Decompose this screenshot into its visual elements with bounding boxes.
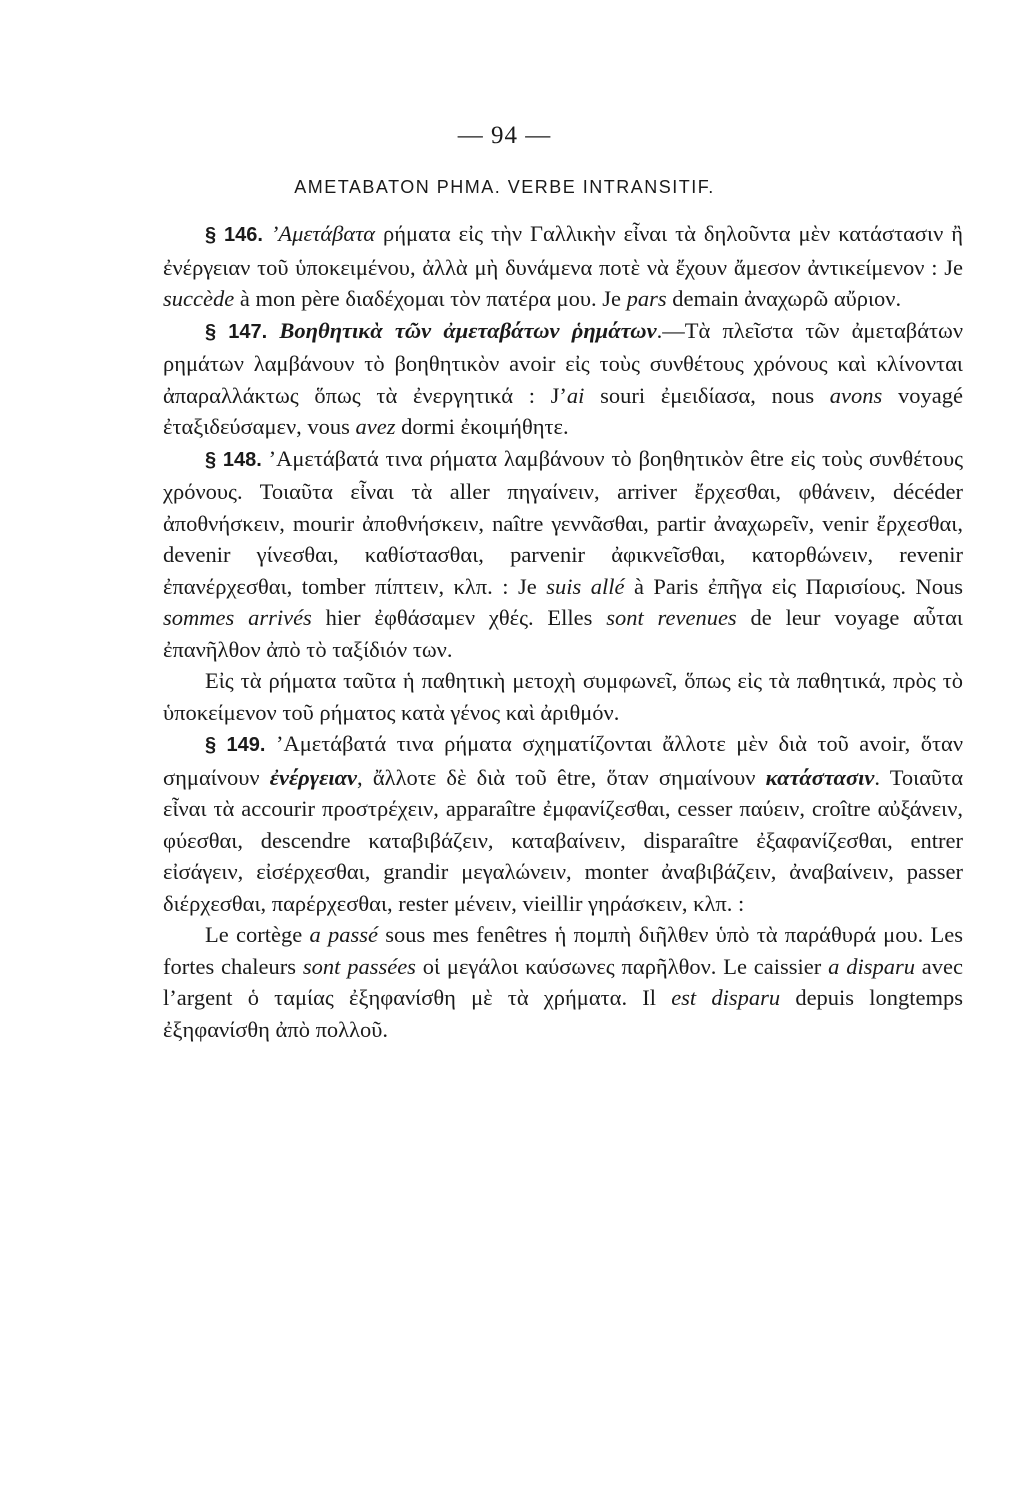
paragraph-146: § 146. ’Αμετάβατα ρήματα εἰς τὴν Γαλλικὴν εἶναι τὰ δηλοῦντα μὲν κατάστασιν ἢ ἐνέργειαν τοῦ ὑποκειμένου, ἀλλὰ μὴ δυνάμενα ποτὲ νὰ ἔχουν ἄμεσον ἀντικείμενον : Je succède à mon père διαδέχομαι τὸν πατέρα μου. Je pars demain ἀναχωρῶ αὔριον. — [163, 221, 963, 311]
emphasis-term: κατάστασιν — [765, 764, 875, 790]
section-number: § 146. — [205, 224, 263, 246]
section-number: § 147. — [205, 320, 268, 343]
example-verb: avez — [355, 414, 396, 439]
example-verb: sont passées — [302, 953, 416, 979]
example-verb: est disparu — [671, 985, 781, 1010]
section-title: Βοηθητικὰ τῶν ἀμεταβάτων ῥημάτων — [279, 317, 657, 343]
term: ’Αμετάβατα — [270, 221, 376, 246]
page-number: — 94 — — [457, 122, 552, 149]
example-verb: sont revenues — [606, 605, 737, 630]
section-number: § 149. — [205, 734, 266, 756]
page-body — [163, 218, 963, 1045]
example-verb: avons — [829, 382, 883, 408]
example-verb: suis allé — [546, 573, 625, 599]
example-verb: sommes arrivés — [163, 605, 312, 630]
section-number: § 148. — [205, 448, 262, 471]
example-verb: ai — [566, 382, 585, 408]
paragraph-147: § 147. Βοηθητικὰ τῶν ἀμεταβάτων ῥημάτων.—Τὰ πλεῖστα τῶν ἀμεταβάτων ρημάτων λαμβάνουν τὸ βοηθητικὸν avoir εἰς τοὺς συνθέτους χρόνους καὶ κλίνονται ἀπαραλλάκτως ὅπως τὰ ἐνεργητικά : J’ai souri ἐμειδίασα, nous avons voyagé ἐταξιδεύσαμεν, vous avez dormi ἐκοιμήθητε. — [163, 317, 964, 439]
paragraph-149: § 149. ’Αμετάβατά τινα ρήματα σχηματίζονται ἄλλοτε μὲν διὰ τοῦ avoir, ὅταν σημαίνουν ἐνέργειαν, ἄλλοτε δὲ διὰ τοῦ être, ὅταν σημαίνουν κατάστασιν. Τοιαῦτα εἶναι τὰ accourir προστρέχειν, apparaître ἐμφανίζεσθαι, cesser παύειν, croître αὐξάνειν, φύεσθαι, descendre καταβιβάζειν, καταβαίνειν, disparaître ἐξαφανίζεσθαι, entrer εἰσάγειν, εἰσέρχεσθαι, grandir μεγαλώνειν, monter ἀναβιβάζειν, ἀναβαίνειν, passer διέρχεσθαι, παρέρχεσθαι, rester μένειν, vieillir γηράσκειν, κλπ. : — [163, 731, 963, 916]
paragraph-examples: Le cortège a passé sous mes fenêtres ἡ πομπὴ διῆλθεν ὑπὸ τὰ παράθυρά μου. Les fortes chaleurs sont passées οἱ μεγάλοι καύσωνες παρῆλθον. Le caissier a disparu avec l’argent ὁ ταμίας ἐξηφανίσθη μὲ τὰ χρήματα. Il est disparu depuis longtemps ἐξηφανίσθη ἀπὸ πολλοῦ. — [163, 922, 964, 1042]
page-heading: ΑΜΕΤΑΒΑΤΟΝ ΡΗΜΑ. VERBE INTRANSITIF. — [294, 177, 715, 197]
emphasis-term: ἐνέργειαν — [269, 764, 358, 790]
example-verb: pars — [626, 286, 667, 311]
paragraph-148: § 148. ’Αμετάβατά τινα ρήματα λαμβάνουν τὸ βοηθητικὸν être εἰς τοὺς συνθέτους χρόνους. Τοιαῦτα εἶναι τὰ aller πηγαίνειν, arriver ἔρχεσθαι, φθάνειν, décéder ἀποθνήσκειν, mourir ἀποθνήσκειν, naître γεννᾶσθαι, partir ἀναχωρεῖν, venir ἔρχεσθαι, devenir γίνεσθαι, καθίστασθαι, parvenir ἀφικνεῖσθαι, κατορθώνειν, revenir ἐπανέρχεσθαι, tomber πίπτειν, κλπ. : Je suis allé à Paris ἐπῆγα εἰς Παρισίους. Nous sommes arrivés hier ἐφθάσαμεν χθές. Elles sont revenues de leur voyage αὗται ἐπανῆλθον ἀπὸ τὸ ταξίδιόν των. — [163, 445, 963, 662]
example-verb: succède — [163, 286, 235, 311]
example-verb: a disparu — [828, 953, 915, 979]
example-verb: a passé — [309, 922, 379, 947]
paragraph-agreement: Εἰς τὰ ρήματα ταῦτα ἡ παθητικὴ μετοχὴ συμφωνεῖ, ὅπως εἰς τὰ παθητικά, πρὸς τὸ ὑποκείμενον τοῦ ρήματος κατὰ γένος καὶ ἀριθμόν. — [163, 668, 963, 725]
